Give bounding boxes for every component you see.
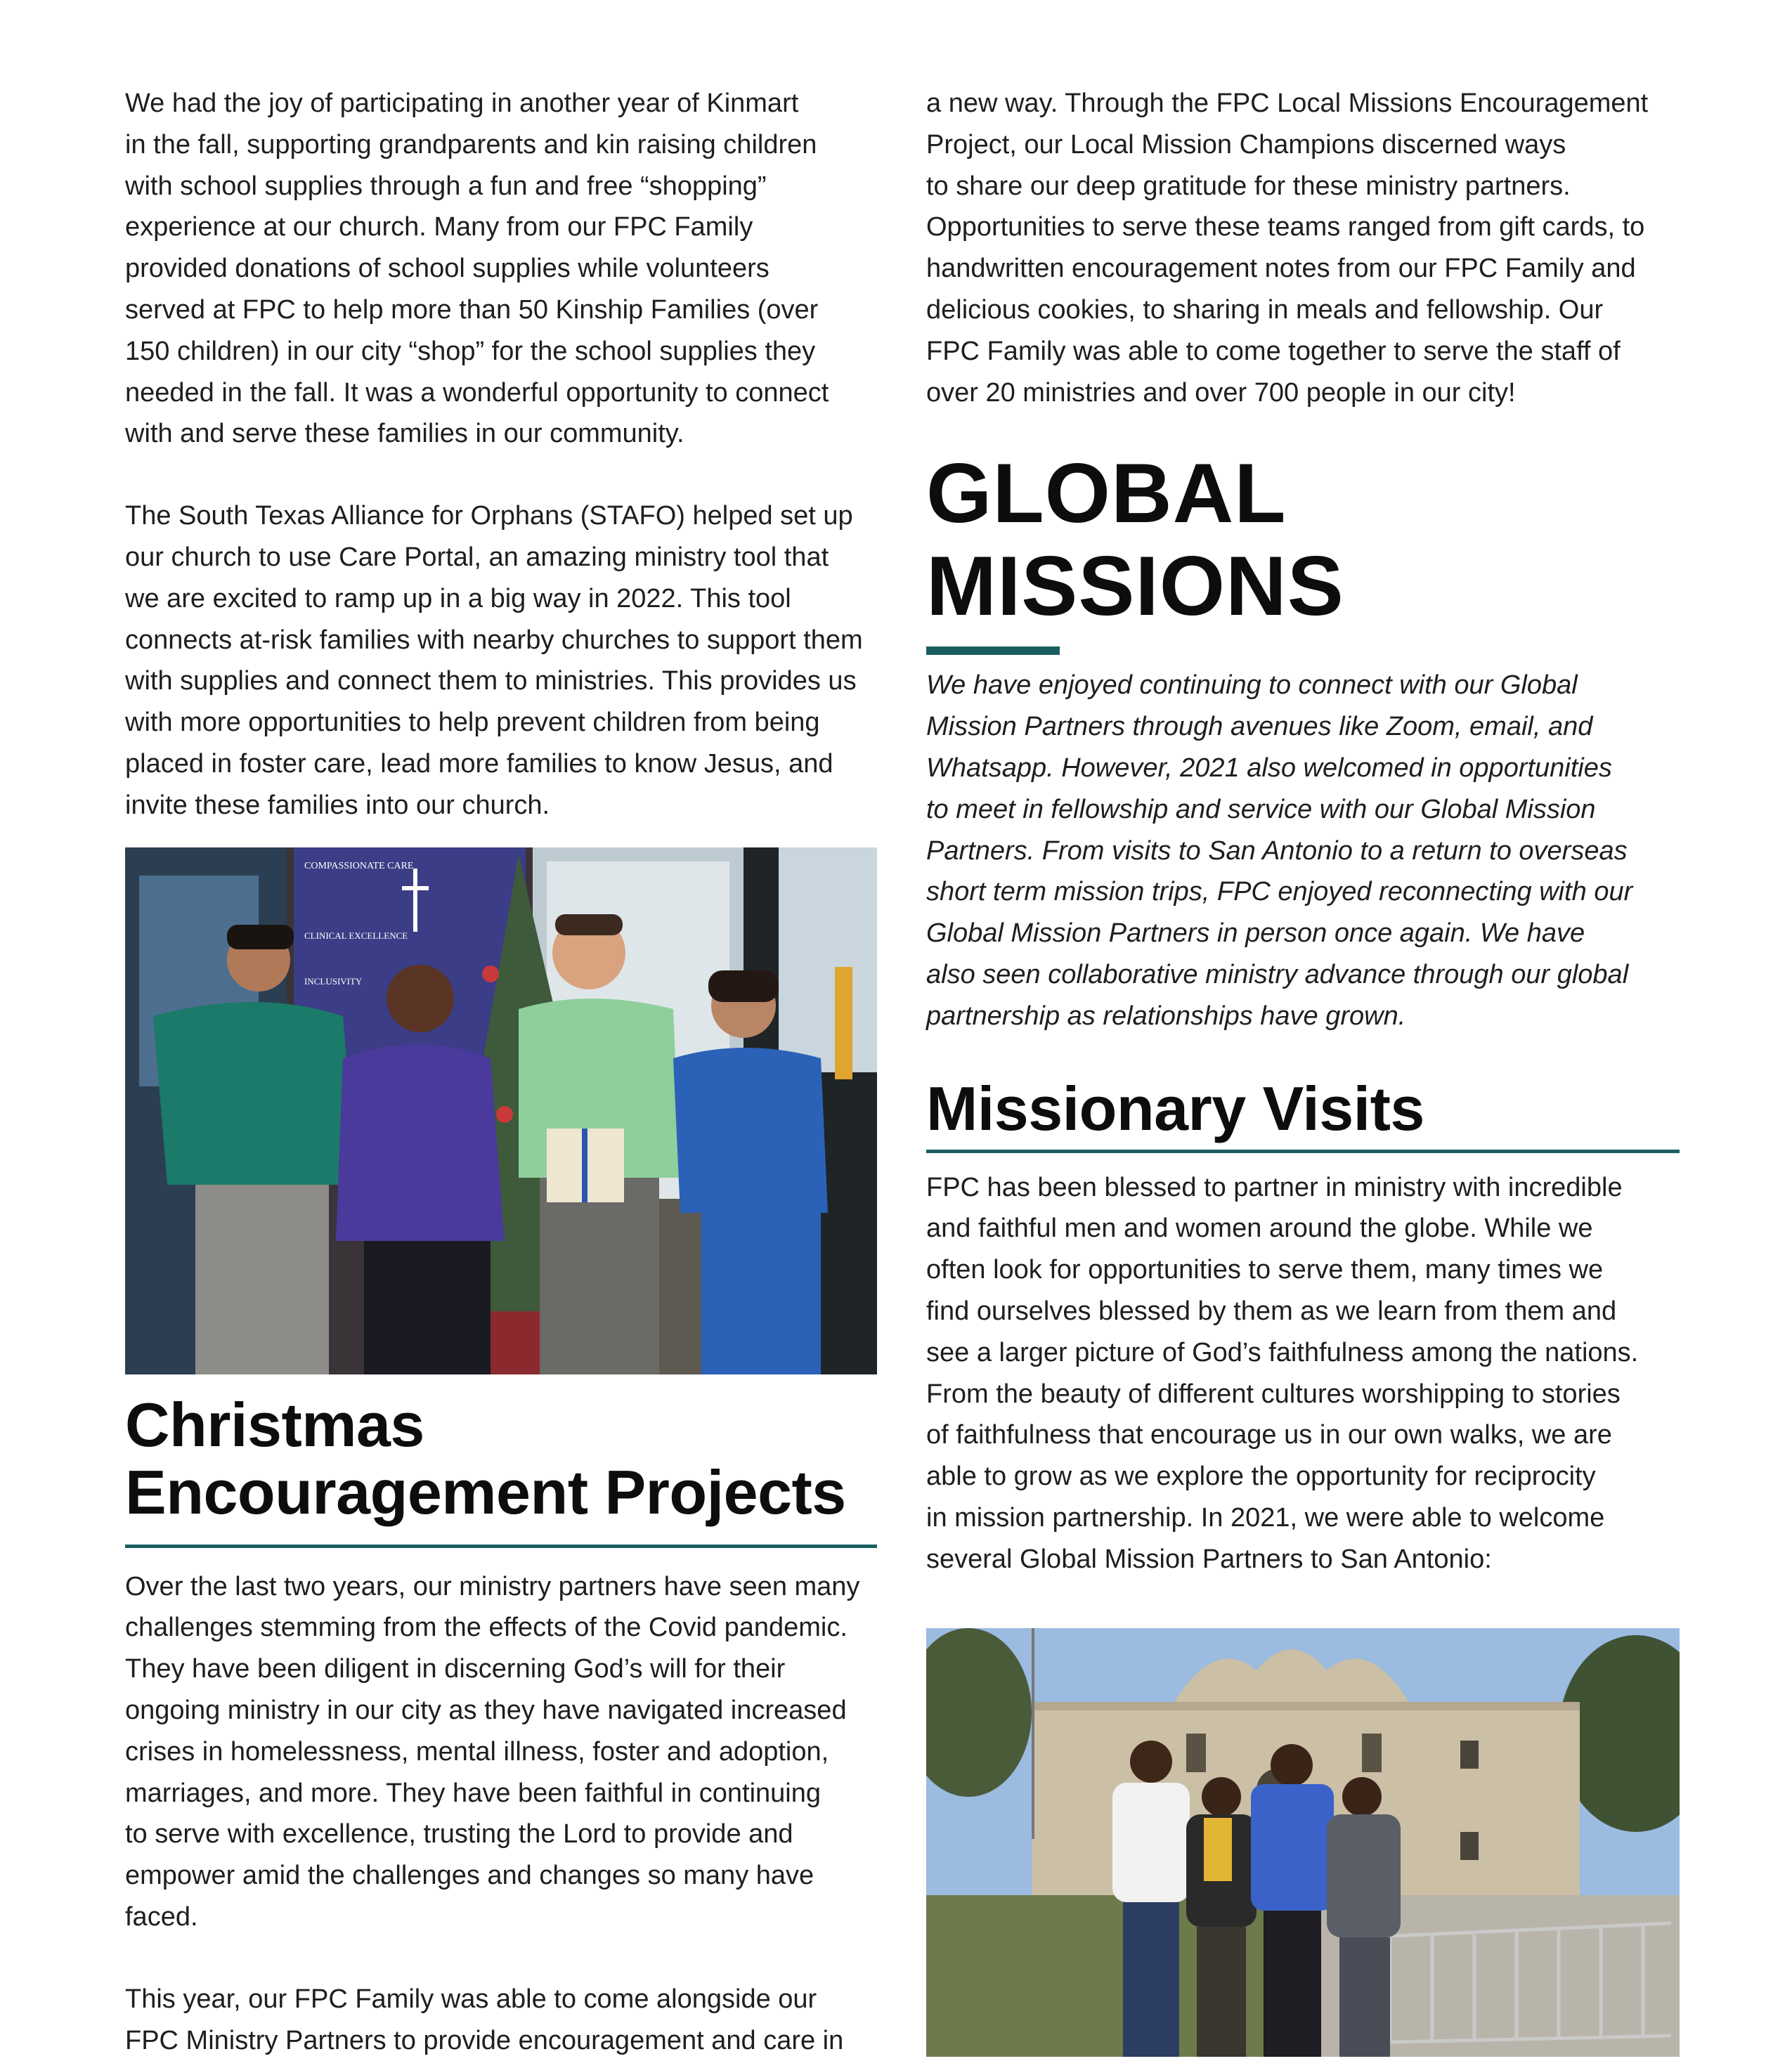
- poster-header: COMPASSIONATE CARE: [304, 860, 414, 871]
- alamo-illustration: [926, 1628, 1680, 2057]
- ministry-partners-paragraph: Over the last two years, our ministry partners have seen many challenges stemming from the effects of the Covid pandemic. They have been diligent in discerning God’s will for their ongoing ministry in our city as they have navigated increased crises in homelessness, mental illness, foster and adoption, marriages, and more. They have been faithful in continuing to serve with excellence, trusting the Lord to provide and empower amid the challenges and changes so many have faced.: [125, 1571, 860, 1932]
- poster-line-1: CLINICAL EXCELLENCE: [304, 930, 408, 941]
- kinmart-paragraph: We had the joy of participating in another year of Kinmart in the fall, supporting grandparents and kin raising children with school supplies through a fun and free “shopping” experience at our church. Many from our FPC Family provided donations of school supplies while volunteers served at FPC to help more than 50 Kinship Families (over 150 children) in our city “shop” for the school supplies they needed in the fall. It was a wonderful opportunity to connect with and serve these families in our community.: [125, 89, 829, 449]
- this-year-paragraph: This year, our FPC Family was able to come alongside our FPC Ministry Partners to provide encouragement and care in: [125, 1984, 844, 2055]
- christmas-heading: Christmas Encouragement Projects: [125, 1389, 846, 1527]
- alamo-visit-photo: [926, 1628, 1680, 2057]
- christmas-team-illustration: [125, 847, 877, 1374]
- missionary-visits-paragraph: FPC has been blessed to partner in ministry with incredible and faithful men and women around the globe. While we often look for opportunities to serve them, many times we find ourselves blessed by them as we learn from them and see a larger picture of God’s faithfulness among the nations. From the beauty of different cultures worshipping to stories of faithfulness that encourage us in our own walks, we are able to grow as we explore the opportunity for reciprocity in mission partnership. In 2021, we were able to welcome several Global Mission Partners to San Antonio:: [926, 1172, 1639, 1574]
- poster-line-2: INCLUSIVITY: [304, 975, 363, 987]
- global-missions-intro: We have enjoyed continuing to connect with our Global Mission Partners through avenues like Zoom, email, and Whatsapp. However, 2021 also welcomed in opportunities to meet in fellowship and service with our Global Mission Partners. From visits to San Antonio to a return to overseas short term mission trips, FPC enjoyed reconnecting with our Global Mission Partners in person once again. We have also seen collaborative ministry advance through our global partnership as relationships have grown.: [926, 670, 1633, 1031]
- cross-logo: [413, 869, 417, 932]
- missionary-visits-heading: Missionary Visits: [926, 1073, 1424, 1143]
- left-column: [125, 83, 877, 2061]
- stafo-paragraph: The South Texas Alliance for Orphans (STAFO) helped set up our church to use Care Portal, an amazing ministry tool that we are excited to ramp up in a big way in 2022. This tool connects at-risk families with nearby churches to support them with supplies and connect them to ministries. This provides us with more opportunities to help prevent children from being placed in foster care, lead more families to know Jesus, and invite these families into our church.: [125, 501, 863, 820]
- global-missions-accent-bar: [926, 646, 1060, 655]
- global-missions-heading: GLOBAL MISSIONS: [926, 446, 1344, 634]
- encouragement-project-paragraph: a new way. Through the FPC Local Missions Encouragement Project, our Local Mission Champions discerned ways to share our deep gratitude for these ministry partners. Opportunities to serve these teams ranged from gift cards, to handwritten encouragement notes from our FPC Family and delicious cookies, to sharing in meals and fellowship. Our FPC Family was able to come together to serve the staff of over 20 ministries and over 700 people in our city!: [926, 89, 1649, 408]
- christmas-team-photo: [125, 847, 877, 1374]
- right-column: [926, 83, 1680, 2057]
